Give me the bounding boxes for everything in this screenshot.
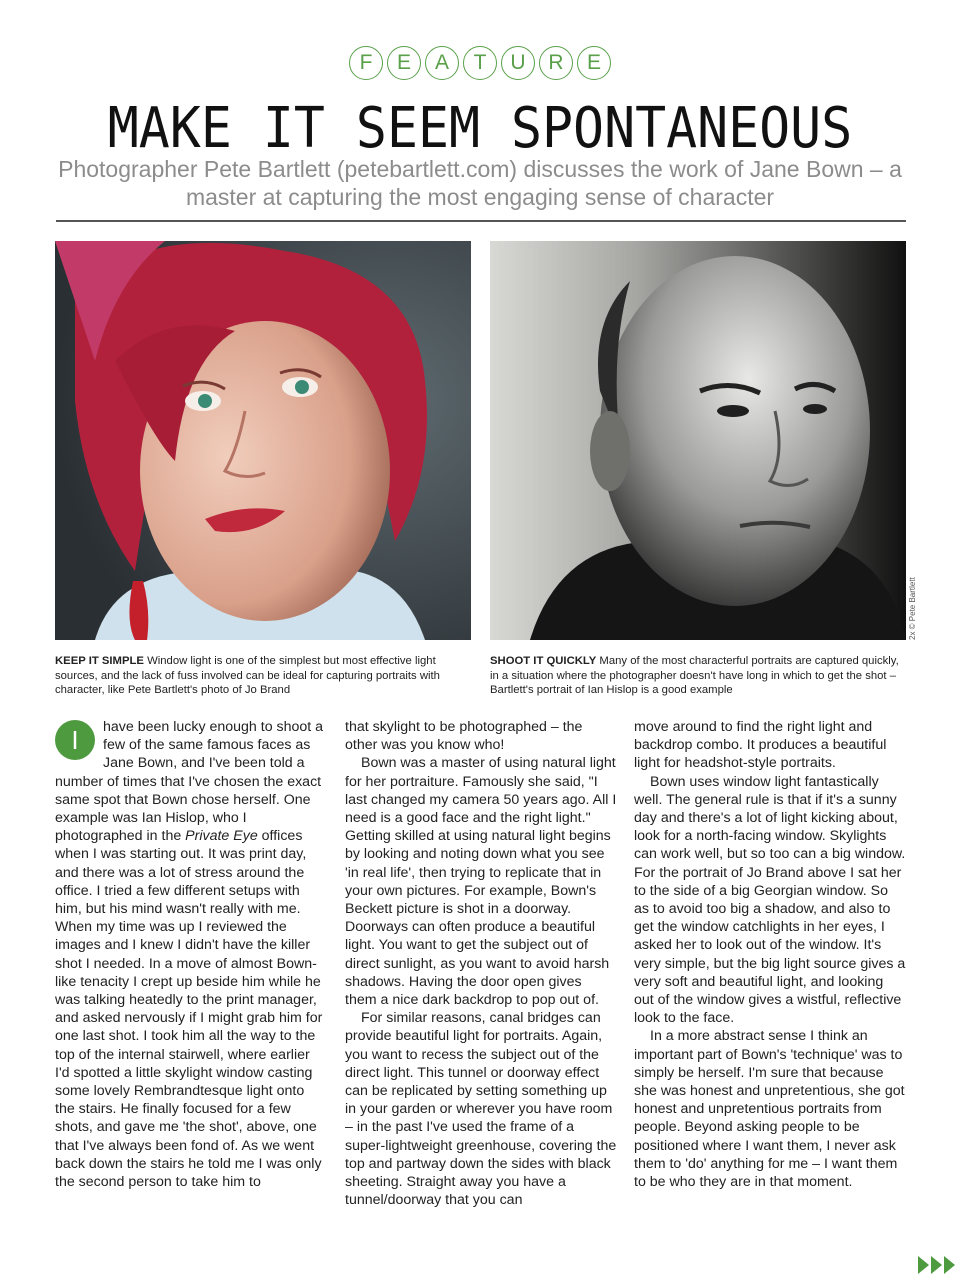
body-text: offices when I was starting out. It was print day, and there was a lot of stress around the office. I tried a few different setups with him, but his mind wasn't really with me. When my time was up I reviewed the images and I knew I didn't have the killer shot I needed. In a move of almost Bown-like tenacity I crept up beside him while he was talking heatedly to the print manager, and asked nervously if I might grab him for one last shot. I took him all the way to the top of the internal stairwell, where earlier I'd spotted a little skylight window casting some lovely Rembrandtesque light onto the stairs. He finally focused for a few shots, and gave me 'the shot', above, one that I've always been fond of. As we went back down the stairs he told me I was only the second person to take him to <box>55 828 323 1191</box>
kicker-letter: A <box>425 46 459 80</box>
body-paragraph: move around to find the right light and backdrop combo. It produces a beautiful light for headshot-style portraits. <box>634 719 887 772</box>
photo-credit: 2x © Pete Bartlett <box>908 577 917 640</box>
kicker-letter: F <box>349 46 383 80</box>
photo-ian-hislop <box>490 241 906 640</box>
body-paragraph <box>55 718 327 1191</box>
kicker-letter: E <box>577 46 611 80</box>
body-paragraph: Bown uses window light fantastically well. The general rule is that if it's a sunny day and there's a lot of light kicking about, look for a north-facing window. Skylights can work well, but so too can a big window. For the portrait of Jo Brand above I sat her to the side of a big Georgian window. So as to avoid too big a shadow, and also to get the window catchlights in her eyes, I asked her to look out of the window. It's very simple, but the big light source gives a very soft and beautiful light, and looking out of the window gives a wistful, reflective look to the face. <box>634 773 906 1027</box>
caption-right <box>490 654 906 698</box>
feature-kicker <box>0 46 960 80</box>
headline: MAKE IT SEEM SPONTANEOUS <box>107 96 853 161</box>
standfirst: Photographer Pete Bartlett (petebartlett.com) discusses the work of Jane Bown – a master at capturing the most engaging sense of character <box>58 156 902 210</box>
kicker-letter: T <box>463 46 497 80</box>
body-paragraph: that skylight to be photographed – the other was you know who! <box>345 719 583 754</box>
body-paragraph: In a more abstract sense I think an important part of Bown's 'technique' was to simply be herself. I'm sure that because she was honest and unpretentious, she got honest and unpretentious portraits from people. Beyond asking people to be positioned where I want them, I never ask them to 'do' anything for me – I want them to be who they are in that moment. <box>634 1028 905 1191</box>
caption-left <box>55 654 471 698</box>
body-column-3 <box>634 718 906 1191</box>
caption-label: KEEP IT SIMPLE <box>55 655 144 667</box>
publication-name: Private Eye <box>185 828 258 845</box>
next-page-arrows-icon <box>918 1254 958 1276</box>
caption-text: Window light is one of the simplest but most effective light sources, and the lack of fuss involved can be ideal for capturing portraits with character, like Pete Bartlett's photo of Jo Brand <box>55 655 440 696</box>
kicker-letter: U <box>501 46 535 80</box>
body-text: have been lucky enough to shoot a few of the same famous faces as Jane Bown, and I've been told a number of times that I've chosen the exact same spot that Bown chose herself. One example was Ian Hislop, who I photographed in the <box>55 719 324 845</box>
divider-rule <box>56 220 906 222</box>
body-column-1 <box>55 718 327 1191</box>
photo-jo-brand <box>55 241 471 640</box>
caption-text: Many of the most characterful portraits are captured quickly, in a situation where the photographer doesn't have long in which to get the shot – Bartlett's portrait of Ian Hislop is a good example <box>490 655 899 696</box>
kicker-letter: E <box>387 46 421 80</box>
kicker-letter: R <box>539 46 573 80</box>
body-paragraph: Bown was a master of using natural light for her portraiture. Famously she said, "I last changed my camera 50 years ago. All I need is a good face and the right light." Getting skilled at using natural light begins by looking and noting down what you see 'in real life', then trying to replicate that in your own pictures. For example, Bown's Beckett picture is shot in a doorway. Doorways can often produce a beautiful light. You want to get the subject out of direct sunlight, as you want to avoid harsh shadows. Having the door open gives them a nice dark backdrop to pop out of. <box>345 755 617 1009</box>
body-column-2 <box>345 718 617 1209</box>
caption-label: SHOOT IT QUICKLY <box>490 655 597 667</box>
body-paragraph: For similar reasons, canal bridges can provide beautiful light for portraits. Again, you want to recess the subject out of the direct light. This tunnel or doorway effect can be replicated by setting something up in your garden or wherever you have room – in the past I've used the frame of a super-lightweight greenhouse, covering the top and partway down the sides with black sheeting. Straight away you have a tunnel/doorway that you can <box>345 1010 617 1209</box>
drop-cap: I <box>55 720 95 760</box>
